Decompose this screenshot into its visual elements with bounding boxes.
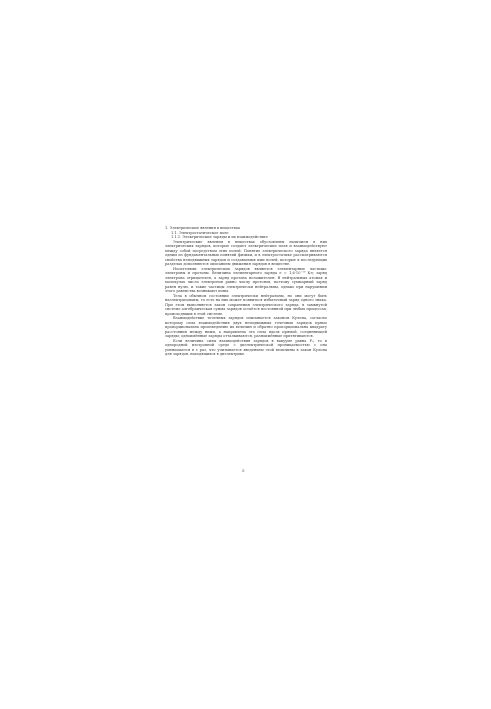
paragraph-3: Тела в обычном состоянии электрически нейтральны, но они могут быть наэлектризованы, то есть на них может появиться избыточный заряд одного знака. При этом выполняется закон сохранения электрического заряда: в замкнутой системе алгебраическая сумма зарядов остаётся постоянной при любых процессах, происходящих в этой системе.: [165, 293, 327, 316]
paragraph-4: Взаимодействие точечных зарядов описывается законом Кулона, согласно которому сила взаимодействия двух неподвижных точечных зарядов прямо пропорциональна произведению их величин и обратно пропорциональна квадрату расстояния между ними, а направлена эта сила вдоль прямой, соединяющей заряды; одноимённые заряды отталкиваются, разноимённые притягиваются.: [165, 316, 327, 338]
toc-line-3: 1.1.1. Электрические заряды и их взаимодействие: [171, 235, 268, 239]
paragraph-2: Носителями электрических зарядов являются элементарные частицы: электроны и протоны. Величина элементарного заряда е = 1,6·10⁻¹⁹ Кл; заряд электрона отрицателен, а заряд протона положителен. В нейтральных атомах и молекулах число электронов равно числу протонов, поэтому суммарный заряд равен нулю, и такие частицы электрически нейтральны, однако при нарушении этого равенства возникают ионы.: [165, 266, 327, 293]
paragraph-1: Электрические явления в веществах обусловлены наличием в них электрических зарядов, которые создают электрические поля и взаимодействуют между собой посредством этих полей. Понятие электрического заряда является одним из фундаментальных понятий физики, и в электростатике рассматриваются свойства неподвижных зарядов и создаваемых ими полей, которые в последующих разделах дополняются описанием движения зарядов в веществе.: [165, 239, 327, 266]
page-number: 5: [242, 468, 245, 473]
toc-line-1: 1. Электрические явления в веществах: [165, 226, 240, 230]
toc-line-2: 1.1. Электростатическое поле: [171, 230, 229, 235]
paragraph-5: Если величина силы взаимодействия зарядов в вакууме равна F₀, то в однородной изотропной среде с диэлектрической проницаемостью ε она уменьшается в ε раз, что учитывается введением этой величины в закон Кулона для зарядов, находящихся в диэлектрике.: [165, 338, 327, 356]
text-block: [165, 226, 327, 357]
